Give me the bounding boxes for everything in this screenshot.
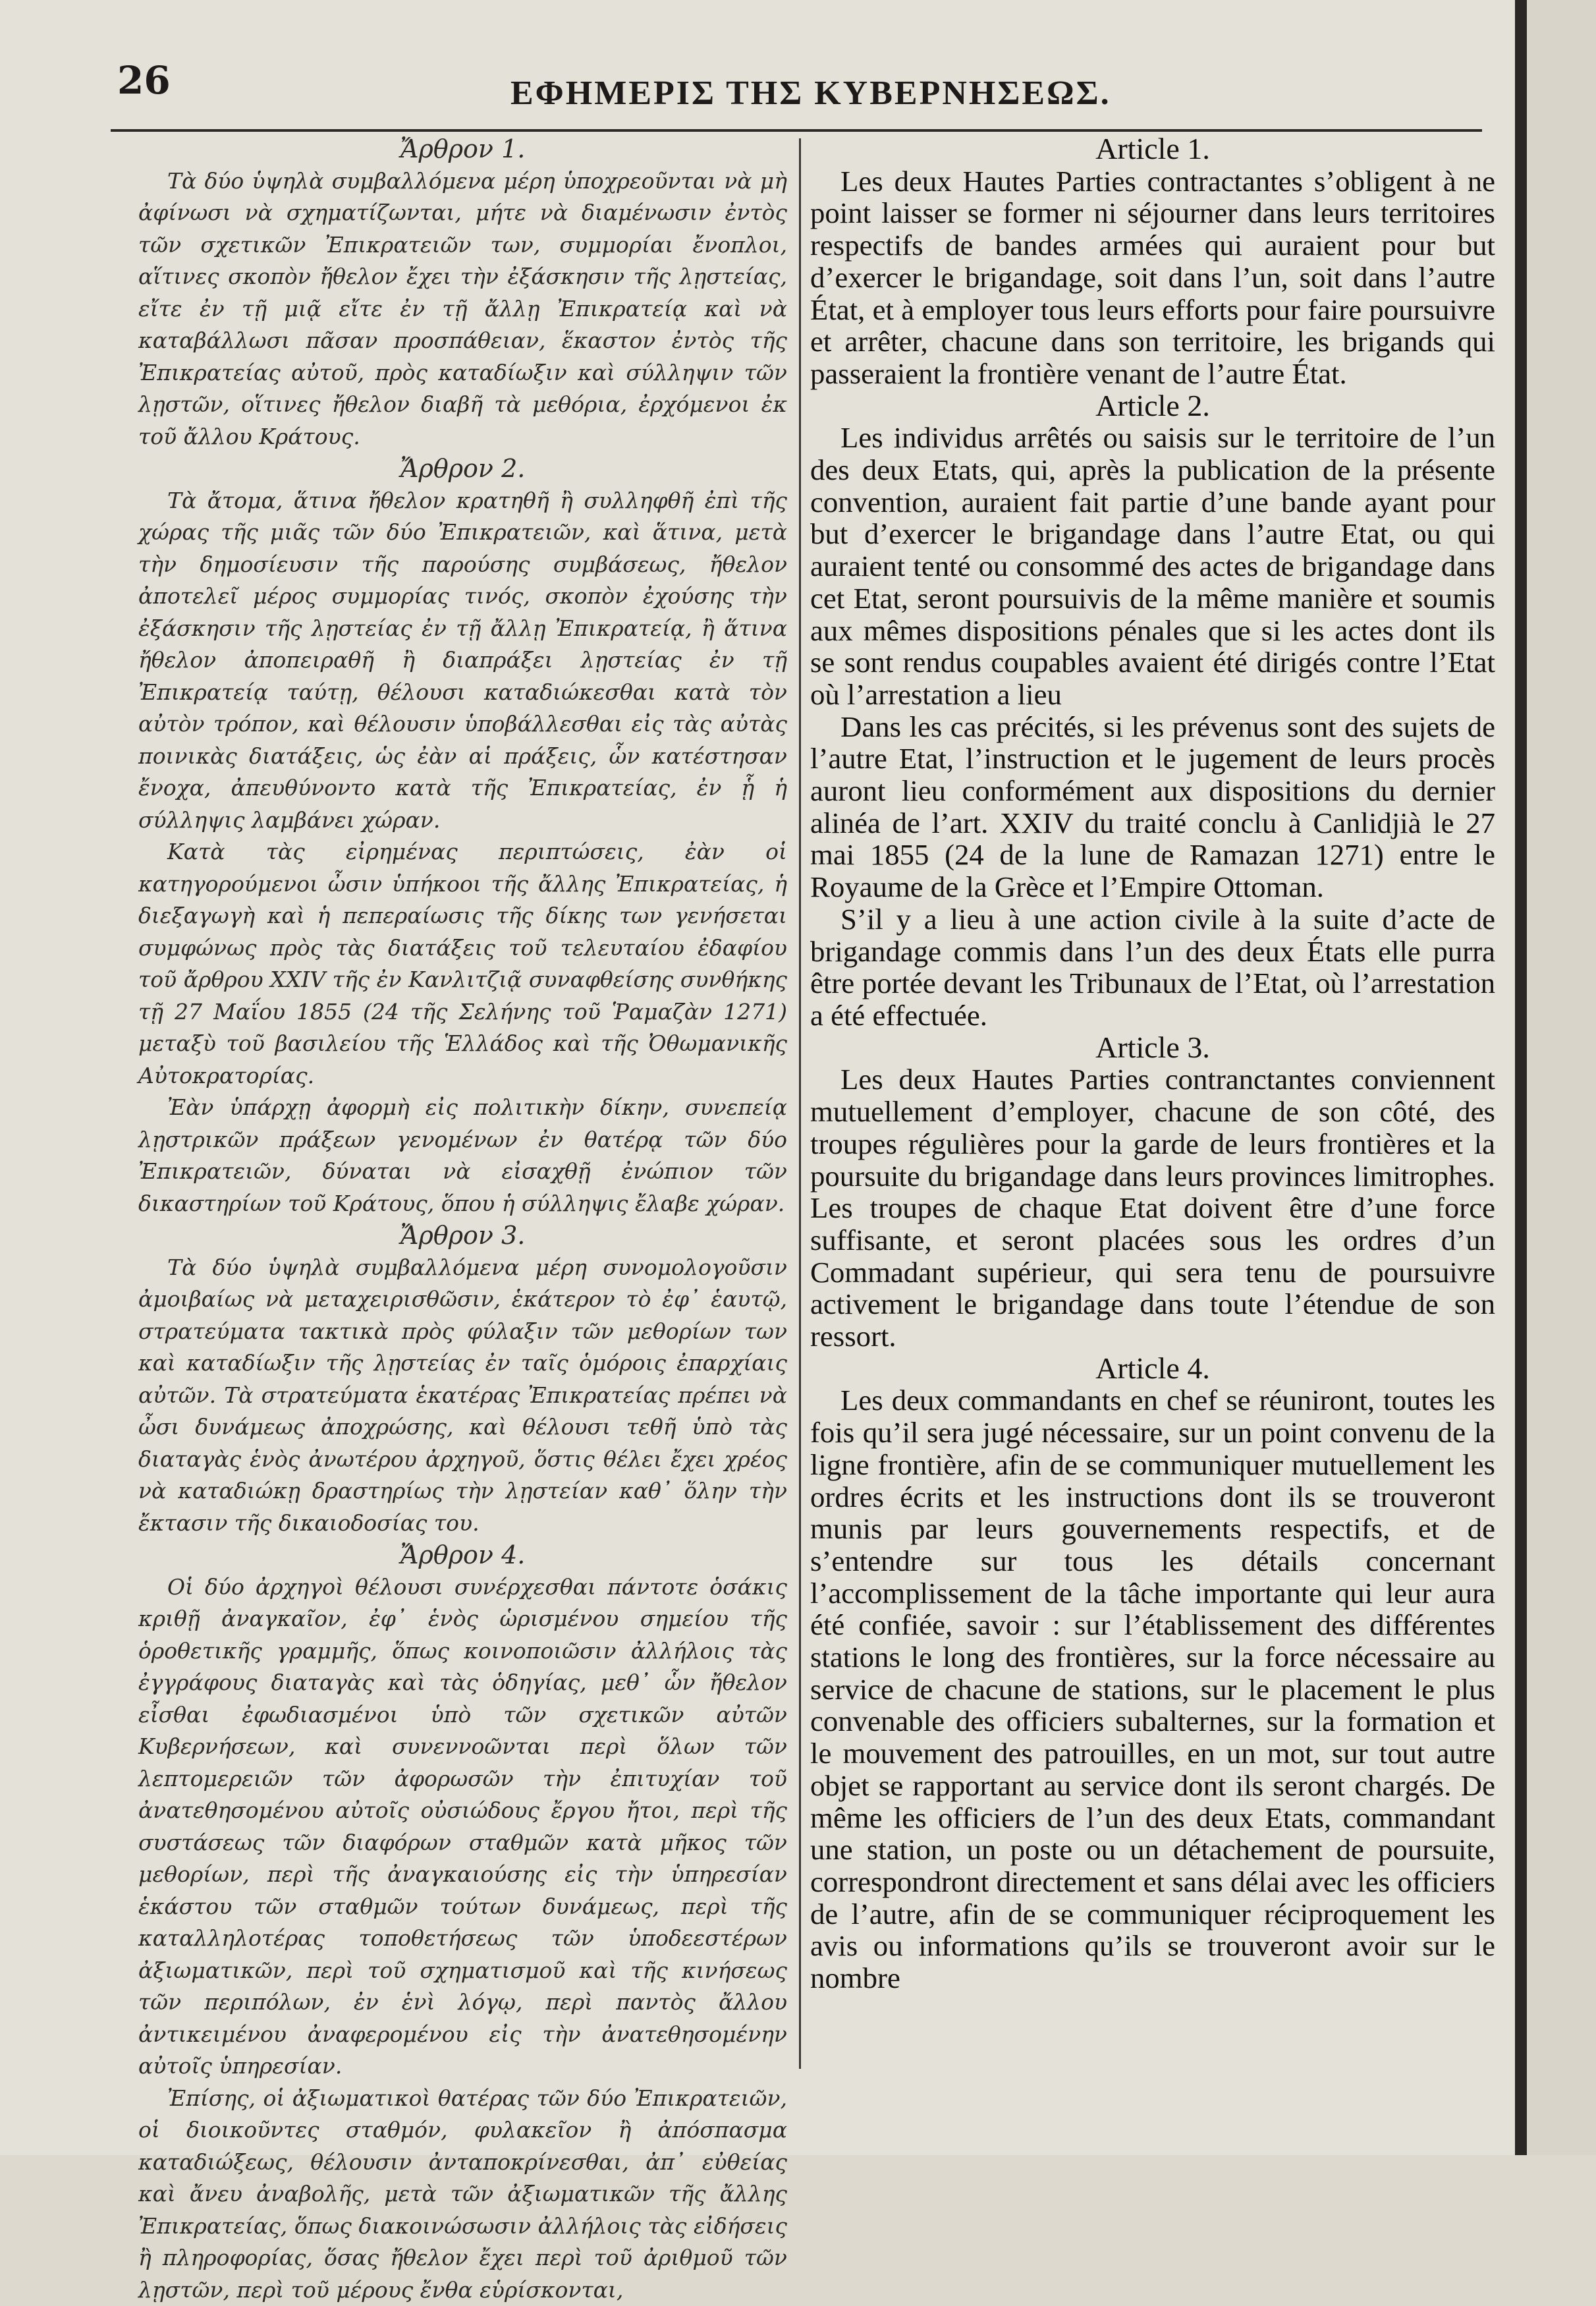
article-paragraph: Τὰ δύο ὑψηλὰ συμβαλλόμενα μέρη συνομολογοῦσιν ἀμοιβαίως νὰ μεταχειρισθῶσιν, ἑκάτερον τὸ ἐφ᾽ ἑαυτῷ, στρατεύματα τακτικὰ πρὸς φύλαξιν τῶν μεθορίων των καὶ καταδίωξιν τῆς λῃστείας ἐν ταῖς ὁμόροις ἐπαρχίαις αὐτῶν. Τὰ στρατεύματα ἑκατέρας Ἐπικρατείας πρέπει νὰ ὦσι δυνάμεως ἀποχρώσης, καὶ θέλουσι τεθῆ ὑπὸ τὰς διαταγὰς ἑνὸς ἀνωτέρου ἀρχηγοῦ, ὅστις θέλει ἔχει χρέος νὰ καταδιώκῃ δραστηρίως τὴν λῃστείαν καθ᾽ ὅλην τὴν ἔκτασιν τῆς δικαιοδοσίας του. [138, 1252, 787, 1540]
article-paragraph: Les deux Hautes Parties contractantes s’obligent à ne point laisser se former ni séjourner dans leurs territoires respectifs de bandes armées qui auraient pour but d’exercer le brigandage, soit dans l’un, soit dans l’autre État, et à employer tous leurs efforts pour faire poursuivre et arrêter, chacune dans son territoire, les brigands qui passeraient la frontière venant de l’autre État. [810, 165, 1495, 390]
adjacent-page-edge [1527, 0, 1596, 2155]
article-heading: Ἄρθρον 4. [138, 1539, 787, 1571]
article-paragraph: Les deux Hautes Parties contranctantes conviennent mutuellement d’employer, chacune de son côté, des troupes régulières pour la garde de leurs frontières et la poursuite du brigandage dans leurs provinces limitrophes. Les troupes de chaque Etat doivent être d’une force suffisante, et seront placées sous les ordres d’un Commadant supérieur, qui sera tenu de poursuivre activement le brigandage dans toute l’étendue de son ressort. [810, 1063, 1495, 1352]
article-paragraph: Οἱ δύο ἀρχηγοὶ θέλουσι συνέρχεσθαι πάντοτε ὁσάκις κριθῇ ἀναγκαῖον, ἐφ᾽ ἑνὸς ὡρισμένου σημείου τῆς ὁροθετικῆς γραμμῆς, ὅπως κοινοποιῶσιν ἀλλήλοις τὰς ἐγγράφους διαταγὰς καὶ τὰς ὁδηγίας, μεθ᾽ ὧν ἤθελον εἶσθαι ἐφωδιασμένοι ὑπὸ τῶν σχετικῶν αὐτῶν Κυβερνήσεων, καὶ συνεννοῶνται περὶ ὅλων τῶν λεπτομερειῶν τῶν ἀφορωσῶν τὴν ἐπιτυχίαν τοῦ ἀνατεθησομένου αὐτοῖς οὐσιώδους ἔργου ἤτοι, περὶ τῆς συστάσεως τῶν διαφόρων σταθμῶν κατὰ μῆκος τῶν μεθορίων, περὶ τῆς ἀναγκαιούσης εἰς τὴν ὑπηρεσίαν ἑκάστου τῶν σταθμῶν τούτων δυνάμεως, περὶ τῆς καταλληλοτέρας τοποθετήσεως τῶν ὑποδεεστέρων ἀξιωματικῶν, περὶ τοῦ σχηματισμοῦ καὶ τῆς κινήσεως τῶν περιπόλων, ἐν ἑνὶ λόγῳ, περὶ παντὸς ἄλλου ἀντικειμένου ἀναφερομένου εἰς τὴν ἀνατεθησομένην αὐτοῖς ὑπηρεσίαν. [138, 1571, 787, 2083]
masthead-title: ΕΦΗΜΕΡΙΣ ΤΗΣ ΚΥΒΕΡΝΗΣΕΩΣ. [510, 74, 1111, 113]
article-paragraph: Ἐὰν ὑπάρχῃ ἀφορμὴ εἰς πολιτικὴν δίκην, συνεπείᾳ λῃστρικῶν πράξεων γενομένων ἐν θατέρᾳ τῶν δύο Ἐπικρατειῶν, δύναται νὰ εἰσαχθῇ ἐνώπιον τῶν δικαστηρίων τοῦ Κράτους, ὅπου ἡ σύλληψις ἔλαβε χώραν. [138, 1092, 787, 1220]
article-paragraph: Dans les cas précités, si les prévenus sont des sujets de l’autre Etat, l’instruction et le jugement de leurs procès auront lieu conformément aux dispositions du dernier alinéa de l’art. XXIV du traité conclu à Canlidjià le 27 mai 1855 (24 de la lune de Ramazan 1271) entre le Royaume de la Grèce et l’Empire Ottoman. [810, 711, 1495, 903]
article-heading: Article 3. [810, 1032, 1495, 1064]
article-heading: Ἄρθρον 2. [138, 453, 787, 485]
header-rule [111, 129, 1482, 132]
page-header [0, 0, 1515, 132]
article-heading: Article 4. [810, 1353, 1495, 1385]
article-paragraph: Κατὰ τὰς εἰρημένας περιπτώσεις, ἐὰν οἱ κατηγορούμενοι ὦσιν ὑπήκοοι τῆς ἄλλης Ἐπικρατείας, ἡ διεξαγωγὴ καὶ ἡ πεπεραίωσις τῆς δίκης των γενήσεται συμφώνως πρὸς τὰς διατάξεις τοῦ τελευταίου ἐδαφίου τοῦ ἄρθρου XXIV τῆς ἐν Κανλιτζιᾷ συναφθείσης συνθήκης τῇ 27 Μαΐου 1855 (24 τῆς Σελήνης τοῦ Ῥαμαζὰν 1271) μεταξὺ τοῦ βασιλείου τῆς Ἑλλάδος καὶ τῆς Ὀθωμανικῆς Αὐτοκρατορίας. [138, 836, 787, 1092]
article-paragraph: Τὰ ἄτομα, ἅτινα ἤθελον κρατηθῆ ἢ συλληφθῆ ἐπὶ τῆς χώρας τῆς μιᾶς τῶν δύο Ἐπικρατειῶν, καὶ ἅτινα, μετὰ τὴν δημοσίευσιν τῆς παρούσης συμβάσεως, ἤθελον ἀποτελεῖ μέρος συμμορίας τινός, σκοπὸν ἐχούσης τὴν ἐξάσκησιν τῆς λῃστείας ἐν τῇ ἄλλῃ Ἐπικρατείᾳ, ἢ ἅτινα ἤθελον ἀποπειραθῆ ἢ διαπράξει λῃστείας ἐν τῇ Ἐπικρατείᾳ ταύτῃ, θέλουσι καταδιώκεσθαι κατὰ τὸν αὐτὸν τρόπον, καὶ θέλουσιν ὑποβάλλεσθαι εἰς τὰς αὐτὰς ποινικὰς διατάξεις, ὡς ἐὰν αἱ πράξεις, ὧν κατέστησαν ἔνοχα, ἀπευθύνοντο κατὰ τῆς Ἐπικρατείας, ἐν ᾗ ἡ σύλληψις λαμβάνει χώραν. [138, 485, 787, 837]
article-heading: Article 1. [810, 133, 1495, 165]
column-divider [799, 138, 801, 2069]
article-paragraph: Ἐπίσης, οἱ ἀξιωματικοὶ θατέρας τῶν δύο Ἐπικρατειῶν, οἱ διοικοῦντες σταθμόν, φυλακεῖον ἢ ἀπόσπασμα καταδιώξεως, θέλουσιν ἀνταποκρίνεσθαι, ἀπ᾽ εὐθείας καὶ ἄνευ ἀναβολῆς, μετὰ τῶν ἀξιωματικῶν τῆς ἄλλης Ἐπικρατείας, ὅπως διακοινώσωσιν ἀλλήλοις τὰς εἰδήσεις ἢ πληροφορίας, ὅσας ἤθελον ἔχει περὶ τοῦ ἀριθμοῦ τῶν λῃστῶν, περὶ τοῦ μέρους ἔνθα εὑρίσκονται, [138, 2083, 787, 2306]
article-heading: Ἄρθρον 3. [138, 1220, 787, 1252]
article-paragraph: S’il y a lieu à une action civile à la suite d’acte de brigandage commis dans l’un des deux États elle purra être portée devant les Tribunaux de l’Etat, où l’arrestation a été effectuée. [810, 903, 1495, 1032]
article-heading: Article 2. [810, 390, 1495, 422]
article-heading: Ἄρθρον 1. [138, 133, 787, 165]
article-paragraph: Les individus arrêtés ou saisis sur le territoire de l’un des deux Etats, qui, après la publication de la présente convention, auraient fait partie d’une bande ayant pour but d’exercer le brigandage dans l’autre Etat, ou qui auraient tenté ou consommé des actes de brigandage dans cet Etat, seront poursuivis de la même manière et soumis aux mêmes dispositions pénales que si les actes dont ils se sont rendus coupables avaient été dirigés contre l’Etat où l’arrestation a lieu [810, 422, 1495, 710]
article-paragraph: Les deux commandants en chef se réuniront, toutes les fois qu’il sera jugé nécessaire, sur un point convenu de la ligne frontière, afin de se communiquer mutuellement les ordres écrits et les instructions dont ils se trouveront munis par leurs gouvernements respectifs, et de s’entendre sur tous les détails concernant l’accomplissement de la tâche importante qui leur aura été confiée, savoir : sur l’établissement des différentes stations le long des frontières, sur la force nécessaire au service de chacune de stations, sur le placement le plus convenable des officiers subalternes, sur la formation et le mouvement des patrouilles, en un mot, sur tout autre objet se rapportant au service dont ils seront chargés. De même les officiers de l’un des deux Etats, commandant une station, un poste ou un détachement de poursuite, correspondront directement et sans délai avec les officiers de l’autre, afin de se communiquer réciproquement les avis ou informations qu’ils se trouveront avoir sur le nombre [810, 1384, 1495, 1994]
french-column [810, 133, 1495, 2044]
page-number: 26 [117, 58, 171, 103]
greek-column [138, 133, 787, 2037]
article-paragraph: Τὰ δύο ὑψηλὰ συμβαλλόμενα μέρη ὑποχρεοῦνται νὰ μὴ ἀφίνωσι νὰ σχηματίζωνται, μήτε νὰ διαμένωσιν ἐντὸς τῶν σχετικῶν Ἐπικρατειῶν των, συμμορίαι ἔνοπλοι, αἵτινες σκοπὸν ἤθελον ἔχει τὴν ἐξάσκησιν τῆς λῃστείας, εἴτε ἐν τῇ μιᾷ εἴτε ἐν τῇ ἄλλῃ Ἐπικρατείᾳ καὶ νὰ καταβάλλωσι πᾶσαν προσπάθειαν, ἕκαστον ἐντὸς τῆς Ἐπικρατείας αὐτοῦ, πρὸς καταδίωξιν καὶ σύλληψιν τῶν λῃστῶν, οἵτινες ἤθελον διαβῆ τὰ μεθόρια, ἐρχόμενοι ἐκ τοῦ ἄλλου Κράτους. [138, 165, 787, 453]
